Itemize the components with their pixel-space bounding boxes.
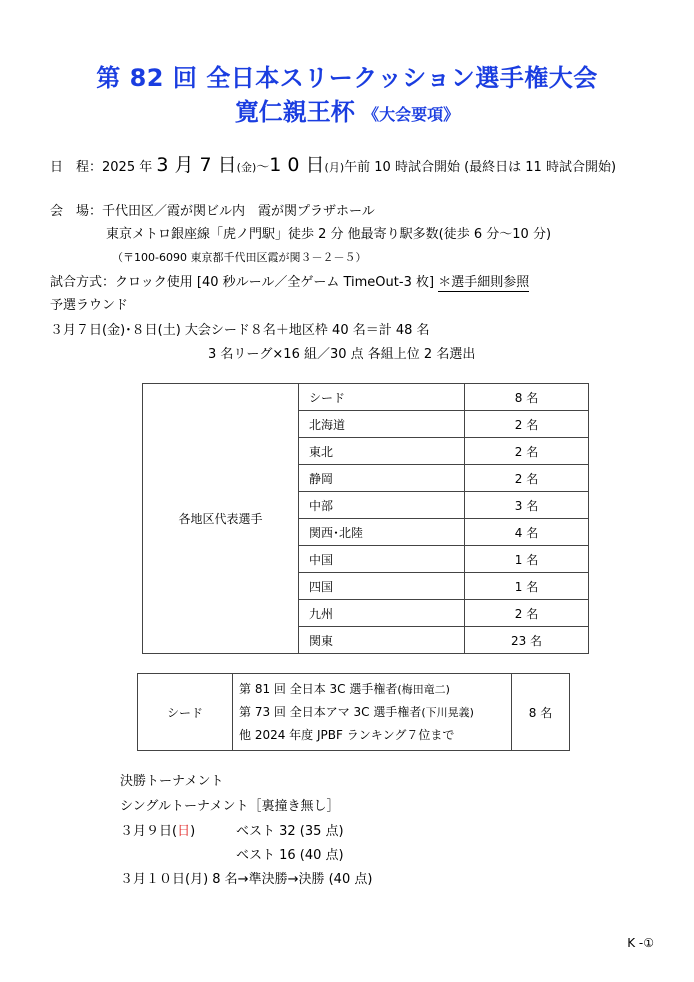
region-name: 静岡 bbox=[299, 465, 465, 492]
venue-access: 東京メトロ銀座線「虎ノ門駅」徒歩 2 分 他最寄り駅多数(徒歩 6 分～10 分) bbox=[106, 227, 552, 242]
region-table bbox=[142, 383, 589, 654]
schedule-line bbox=[50, 150, 616, 177]
region-name: 関東 bbox=[299, 627, 465, 654]
region-name: 東北 bbox=[299, 438, 465, 465]
seed-line3: 他 2024 年度 JPBF ランキング７位まで bbox=[239, 728, 455, 742]
seed-line1: 第 81 回 全日本 3C 選手権者(梅田竜二) bbox=[239, 682, 450, 696]
schedule-time: 午前 10 時試合開始 (最終日は 11 時試合開始) bbox=[344, 160, 617, 175]
region-count: 2 名 bbox=[465, 411, 589, 438]
schedule-label: 日 程： bbox=[50, 160, 103, 175]
region-name: 中国 bbox=[299, 546, 465, 573]
final-type: シングルトーナメント［裏撞き無し］ bbox=[120, 799, 340, 814]
seed-label: シード bbox=[138, 674, 233, 751]
region-count: 2 名 bbox=[465, 438, 589, 465]
prelim-heading: 予選ラウンド bbox=[50, 298, 129, 313]
final-day1-close: ) bbox=[190, 824, 196, 839]
seed-table bbox=[137, 673, 570, 751]
venue-line1: 会 場：千代田区／霞が関ビル内 霞が関プラザホール bbox=[50, 204, 375, 219]
title-cup-name: 寛仁親王杯 bbox=[234, 98, 355, 126]
final-day1-date: ３月９日( bbox=[120, 824, 178, 839]
schedule-year: 2025 年 bbox=[102, 160, 157, 175]
final-day1 bbox=[120, 820, 195, 839]
prelim-line2: 3 名リーグ×16 組／30 点 各組上位 2 名選出 bbox=[208, 347, 476, 362]
region-count: 2 名 bbox=[465, 465, 589, 492]
region-count: 1 名 bbox=[465, 546, 589, 573]
region-count: 2 名 bbox=[465, 600, 589, 627]
seed-count: 8 名 bbox=[512, 674, 570, 751]
schedule-end-date: 1 0 日 bbox=[269, 154, 325, 176]
region-name: 四国 bbox=[299, 573, 465, 600]
region-count: 8 名 bbox=[465, 384, 589, 411]
seed-line2: 第 73 回 全日本アマ 3C 選手権者(下川晃義) bbox=[239, 705, 474, 719]
table-row bbox=[143, 384, 589, 411]
region-count: 23 名 bbox=[465, 627, 589, 654]
final-day1-dow: 日 bbox=[177, 824, 191, 839]
title-line2 bbox=[0, 92, 694, 127]
format-note: ＊選手細則参照 bbox=[438, 275, 530, 290]
region-count: 4 名 bbox=[465, 519, 589, 546]
region-group-label: 各地区代表選手 bbox=[143, 384, 299, 654]
final-heading: 決勝トーナメント bbox=[120, 774, 224, 789]
schedule-start-dow: (金) bbox=[236, 161, 257, 174]
region-name: 中部 bbox=[299, 492, 465, 519]
title-line1: 第 82 回 全日本スリークッション選手権大会 bbox=[96, 64, 598, 92]
format-line bbox=[50, 271, 529, 290]
seed-row bbox=[138, 674, 570, 751]
region-name: 北海道 bbox=[299, 411, 465, 438]
schedule-start-date: 3 月 7 日 bbox=[156, 154, 237, 176]
seed-description bbox=[233, 674, 512, 751]
region-name: シード bbox=[299, 384, 465, 411]
page-number: K -① bbox=[627, 936, 654, 950]
region-count: 1 名 bbox=[465, 573, 589, 600]
prelim-line1: ３月７日(金)･８日(土) 大会シード８名＋地区枠 40 名＝計 48 名 bbox=[50, 323, 430, 338]
region-name: 関西･北陸 bbox=[299, 519, 465, 546]
region-name: 九州 bbox=[299, 600, 465, 627]
schedule-sep: ～ bbox=[256, 160, 270, 175]
format-text: 試合方式：クロック使用 [40 秒ルール／全ゲーム TimeOut-3 枚] bbox=[50, 275, 439, 290]
final-day2: ３月１０日(月) 8 名→準決勝→決勝 (40 点) bbox=[120, 872, 373, 887]
schedule-end-dow: (月) bbox=[324, 161, 345, 174]
region-count: 3 名 bbox=[465, 492, 589, 519]
venue-address: （〒100-6090 東京都千代田区霞が関３－２－５） bbox=[112, 251, 367, 264]
final-best32: ベスト 32 (35 点) bbox=[236, 824, 344, 839]
title-subtitle: 《大会要項》 bbox=[363, 105, 460, 124]
final-best16: ベスト 16 (40 点) bbox=[236, 848, 344, 863]
